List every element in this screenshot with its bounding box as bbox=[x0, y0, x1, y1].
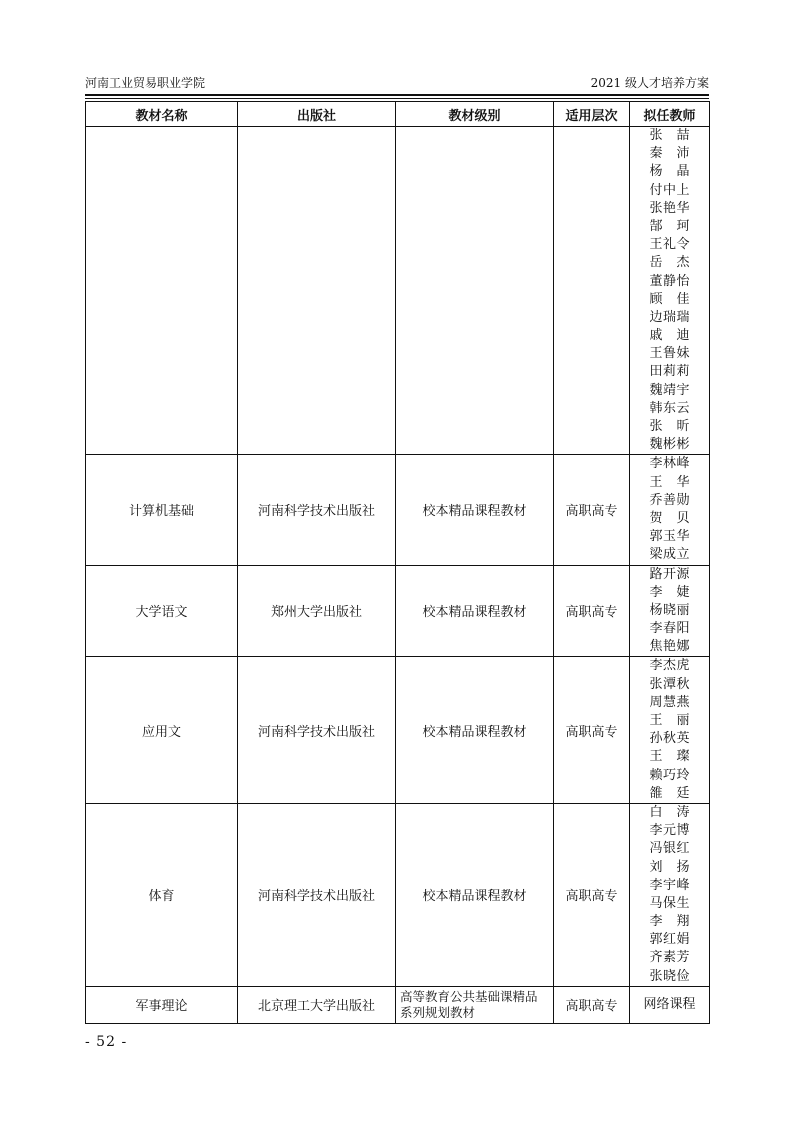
textbook-name-cell-text: 军事理论 bbox=[135, 999, 188, 1015]
teacher-name: 边瑞瑞 bbox=[649, 309, 690, 325]
teacher-name: 杨晓丽 bbox=[649, 602, 690, 618]
textbook-level-cell bbox=[396, 565, 554, 657]
teacher-name: 岳 杰 bbox=[649, 255, 690, 271]
applicable-level-cell bbox=[554, 986, 630, 1023]
applicable-level-cell bbox=[554, 657, 630, 804]
table-row bbox=[86, 986, 710, 1023]
teacher-name: 刘 扬 bbox=[649, 859, 690, 875]
textbook-level-cell bbox=[396, 127, 554, 455]
textbook-level-cell-text: 校本精品课程教材 bbox=[422, 504, 527, 520]
textbook-name-cell-text: 计算机基础 bbox=[128, 504, 194, 520]
teachers-cell bbox=[630, 455, 710, 565]
teacher-name: 张晓俭 bbox=[649, 968, 690, 984]
teacher-name: 王鲁妹 bbox=[649, 346, 690, 362]
teacher-name: 李杰虎 bbox=[649, 658, 690, 674]
applicable-level-cell-text: 高职高专 bbox=[565, 889, 618, 905]
textbook-level-cell bbox=[396, 455, 554, 565]
table-header-row bbox=[86, 102, 710, 127]
teacher-name: 网络课程 bbox=[643, 996, 696, 1012]
teacher-name: 田莉莉 bbox=[649, 364, 690, 380]
publisher-cell-text: 河南科学技术出版社 bbox=[257, 889, 375, 905]
teacher-name: 周慧燕 bbox=[649, 694, 690, 710]
column-header-teachers: 拟任教师 bbox=[630, 102, 710, 127]
textbook-level-cell-text: 高等教育公共基础课精品系列规划教材 bbox=[400, 988, 538, 1020]
teacher-name: 齐素芳 bbox=[649, 950, 690, 966]
teacher-name: 路开源 bbox=[649, 566, 690, 582]
header-rule-thin bbox=[85, 98, 709, 99]
teacher-name: 李春阳 bbox=[649, 621, 690, 637]
teacher-name: 张潭秋 bbox=[649, 676, 690, 692]
publisher-cell-text: 北京理工大学出版社 bbox=[257, 999, 375, 1015]
applicable-level-cell-text: 高职高专 bbox=[565, 999, 618, 1015]
applicable-level-cell-text: 高职高专 bbox=[565, 504, 618, 520]
page-header bbox=[85, 74, 709, 92]
publisher-cell bbox=[238, 127, 396, 455]
teacher-name: 韩东云 bbox=[649, 400, 690, 416]
table-row bbox=[86, 565, 710, 657]
teacher-name: 秦 沛 bbox=[649, 146, 690, 162]
teacher-name: 王礼令 bbox=[649, 237, 690, 253]
applicable-level-cell bbox=[554, 803, 630, 986]
teacher-name: 杨 晶 bbox=[649, 164, 690, 180]
applicable-level-cell-text: 高职高专 bbox=[565, 724, 618, 740]
textbook-table bbox=[85, 101, 710, 1024]
teacher-name: 魏靖宇 bbox=[649, 382, 690, 398]
column-header-level: 教材级别 bbox=[396, 102, 554, 127]
table-row bbox=[86, 657, 710, 804]
teacher-name: 焦艳娜 bbox=[649, 639, 690, 655]
teacher-name: 郭玉华 bbox=[649, 529, 690, 545]
publisher-cell-text: 河南科学技术出版社 bbox=[257, 724, 375, 740]
textbook-name-cell bbox=[86, 803, 238, 986]
teacher-name: 李林峰 bbox=[649, 456, 690, 472]
applicable-level-cell bbox=[554, 565, 630, 657]
header-rule-thick bbox=[85, 94, 709, 96]
teacher-name: 孙秋英 bbox=[649, 731, 690, 747]
publisher-cell bbox=[238, 657, 396, 804]
teacher-name: 马保生 bbox=[649, 895, 690, 911]
applicable-level-cell bbox=[554, 455, 630, 565]
textbook-name-cell bbox=[86, 565, 238, 657]
teacher-name: 董静怡 bbox=[649, 273, 690, 289]
teacher-name: 冯银红 bbox=[649, 841, 690, 857]
teacher-name: 李 婕 bbox=[649, 584, 690, 600]
publisher-cell bbox=[238, 986, 396, 1023]
textbook-name-cell-text: 大学语文 bbox=[135, 605, 188, 621]
table-row bbox=[86, 127, 710, 455]
column-header-scope: 适用层次 bbox=[554, 102, 630, 127]
publisher-cell bbox=[238, 565, 396, 657]
document-title: 2021 级人才培养方案 bbox=[590, 76, 709, 90]
teacher-name: 乔善勋 bbox=[649, 492, 690, 508]
table-row bbox=[86, 803, 710, 986]
textbook-level-cell-text: 校本精品课程教材 bbox=[422, 724, 527, 740]
teachers-cell bbox=[630, 127, 710, 455]
teacher-name: 李元博 bbox=[649, 823, 690, 839]
column-header-name: 教材名称 bbox=[86, 102, 238, 127]
teachers-cell bbox=[630, 986, 710, 1023]
textbook-name-cell-text: 应用文 bbox=[141, 724, 181, 740]
textbook-name-cell-text: 体育 bbox=[148, 889, 175, 905]
school-name: 河南工业贸易职业学院 bbox=[85, 76, 206, 90]
page-number: - 52 - bbox=[85, 1034, 128, 1050]
teacher-name: 顾 佳 bbox=[649, 291, 690, 307]
column-header-publisher: 出版社 bbox=[238, 102, 396, 127]
textbook-name-cell bbox=[86, 986, 238, 1023]
table-row bbox=[86, 455, 710, 565]
table-body bbox=[86, 127, 710, 1024]
teacher-name: 梁成立 bbox=[649, 547, 690, 563]
teacher-name: 郜 珂 bbox=[649, 218, 690, 234]
publisher-cell bbox=[238, 803, 396, 986]
teacher-name: 雒 廷 bbox=[649, 785, 690, 801]
teacher-name: 贺 贝 bbox=[649, 510, 690, 526]
teacher-name: 李宇峰 bbox=[649, 877, 690, 893]
textbook-level-cell-text: 校本精品课程教材 bbox=[422, 889, 527, 905]
publisher-cell bbox=[238, 455, 396, 565]
publisher-cell-text: 河南科学技术出版社 bbox=[257, 504, 375, 520]
applicable-level-cell bbox=[554, 127, 630, 455]
publisher-cell-text: 郑州大学出版社 bbox=[270, 605, 362, 621]
textbook-level-cell bbox=[396, 657, 554, 804]
teacher-name: 张 喆 bbox=[649, 128, 690, 143]
teacher-name: 王 璨 bbox=[649, 749, 690, 765]
teacher-name: 魏彬彬 bbox=[649, 437, 690, 453]
teacher-name: 张艳华 bbox=[649, 200, 690, 216]
textbook-name-cell bbox=[86, 657, 238, 804]
teacher-name: 赖巧玲 bbox=[649, 767, 690, 783]
teacher-name: 王 华 bbox=[649, 474, 690, 490]
teachers-cell bbox=[630, 657, 710, 804]
teacher-name: 郭红娟 bbox=[649, 932, 690, 948]
teachers-cell bbox=[630, 565, 710, 657]
applicable-level-cell-text: 高职高专 bbox=[565, 605, 618, 621]
teacher-name: 付中上 bbox=[649, 182, 690, 198]
teacher-name: 王 丽 bbox=[649, 713, 690, 728]
textbook-level-cell bbox=[396, 803, 554, 986]
teacher-name: 戚 迪 bbox=[649, 328, 690, 344]
textbook-name-cell bbox=[86, 127, 238, 455]
teacher-name: 白 涛 bbox=[649, 804, 690, 820]
textbook-level-cell bbox=[396, 986, 554, 1023]
textbook-level-cell-text: 校本精品课程教材 bbox=[422, 605, 527, 621]
teacher-name: 张 昕 bbox=[649, 419, 690, 434]
teachers-cell bbox=[630, 803, 710, 986]
textbook-name-cell bbox=[86, 455, 238, 565]
teacher-name: 李 翔 bbox=[649, 914, 690, 930]
